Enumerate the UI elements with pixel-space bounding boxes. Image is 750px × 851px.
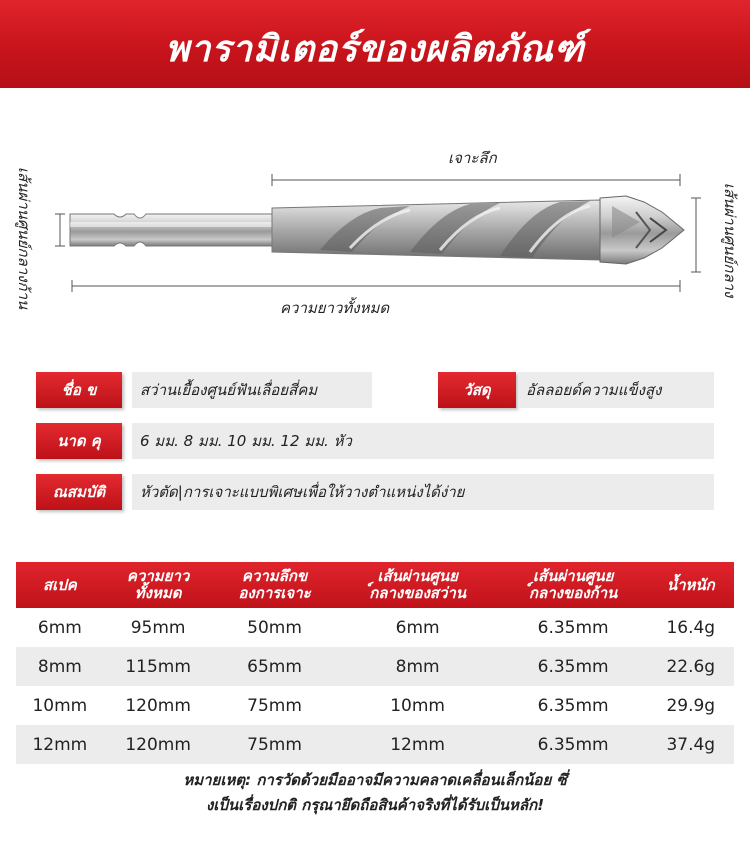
table-row [16,647,734,686]
cell-bit-diameter: 12mm [337,725,499,764]
header-drill-depth [213,562,337,608]
header-weight-text: น้ำหนัก [666,575,715,594]
spec-table [16,562,734,764]
header-bit-diameter-line2: ์กลางของสว่าน [369,584,467,602]
cell-shank-diameter: 6.35mm [537,617,609,638]
table-header-row [16,562,734,608]
cell-spec: 6mm [37,617,82,638]
material-value: อัลลอยด์ความแข็งสูง [518,372,714,408]
name-tag: ชื่อ ข [36,372,122,408]
note-line-1: หมายเหตุ: การวัดด้วยมืออาจมีความคลาดเคลื่อนเล็กน้อย ซึ่ [183,771,567,789]
header-shank-diameter-line1: เส้นผ่านศูนย [532,567,614,585]
header-total-length-line1: ความยาว [126,567,190,585]
cell-spec: 8mm [16,647,104,686]
header-bit-diameter-line1: เส้นผ่านศูนย [377,567,458,585]
shank-diameter-label: เส้นผ่านศูนย์กลางก้าน [15,166,33,310]
header-total-length [104,562,213,608]
cell-weight: 29.9g [666,695,716,716]
header-drill-depth-line1: ความลึกข [241,567,308,585]
disclaimer-note [0,768,750,818]
cell-drill-depth: 50mm [247,617,302,638]
size-tag: นาด คุ [36,423,122,459]
size-value: 6 มม. 8 มม. 10 มม. 12 มม. หัว [132,423,714,459]
cell-bit-diameter: 10mm [390,695,445,716]
feature-tag: ณสมบัติ [36,474,122,510]
cell-total-length: 120mm [125,695,191,716]
header-spec [16,562,104,608]
cell-total-length: 120mm [104,725,213,764]
header-spec-text: สเปค [42,575,77,594]
header-drill-depth-line2: องการเจาะ [238,584,311,602]
header-shank-diameter-line2: ์กลางของก้าน [528,584,618,602]
cell-bit-diameter: 8mm [337,647,499,686]
cell-weight: 22.6g [648,647,734,686]
table-row [16,725,734,764]
cell-shank-diameter: 6.35mm [537,695,609,716]
cell-total-length: 95mm [130,617,186,638]
bit-diameter-dimension [691,198,701,272]
table-row [16,686,734,725]
cell-drill-depth: 75mm [213,725,337,764]
total-length-label: ความยาวทั้งหมด [280,299,390,317]
feature-value: หัวตัด|การเจาะแบบพิเศษเพื่อให้วางตำแหน่งได้ง่าย [132,474,714,510]
cell-drill-depth: 75mm [247,695,302,716]
cell-spec: 12mm [16,725,104,764]
product-diagram [0,88,750,358]
header-bit-diameter [337,562,499,608]
drill-depth-label: เจาะลึก [448,149,497,167]
cell-shank-diameter: 6.35mm [499,647,648,686]
table-row [16,608,734,647]
bit-diameter-label: เส้นผ่านศูนย์กลาง [721,182,739,298]
cell-total-length: 115mm [104,647,213,686]
cell-shank-diameter: 6.35mm [499,725,648,764]
shank-diameter-dimension [55,214,65,246]
drill-depth-dimension [272,174,680,186]
header-shank-diameter [499,562,648,608]
header-total-length-line2: ทั้งหมด [134,584,182,602]
header-weight [648,562,734,608]
cell-weight: 16.4g [666,617,716,638]
cell-weight: 37.4g [648,725,734,764]
cell-spec: 10mm [32,695,88,716]
name-value: สว่านเยื้องศูนย์ฟันเลื่อยสี่คม [132,372,372,408]
cell-drill-depth: 65mm [213,647,337,686]
header-banner [0,0,750,88]
total-length-dimension [72,280,680,292]
page-title: พารามิเตอร์ของผลิตภัณฑ์ [165,29,585,70]
material-tag: วัสดุ [438,372,516,408]
note-line-2: งเป็นเรื่องปกติ กรุณายึดถือสินค้าจริงที่ได้รับเป็นหลัก! [205,796,545,814]
cell-bit-diameter: 6mm [395,617,440,638]
